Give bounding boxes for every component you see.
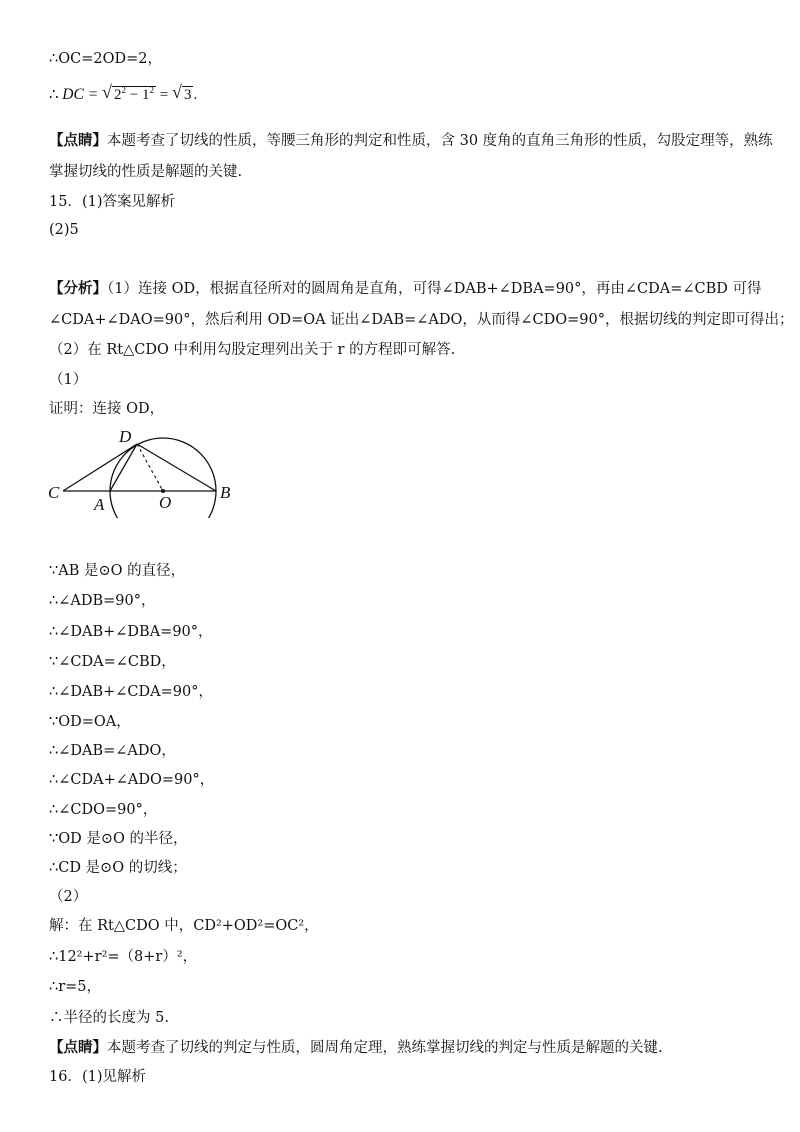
therefore-symbol: ∴ xyxy=(49,87,59,103)
comment-2 xyxy=(49,1038,760,1058)
step-3: ∴∠DAB+∠DBA=90°， xyxy=(49,624,213,640)
analysis-tag: 【分析】 xyxy=(49,280,107,297)
part2-label: （2） xyxy=(49,889,88,905)
step-10: ∵OD 是⊙O 的半径， xyxy=(49,831,188,847)
rad-term-2: 1 xyxy=(142,87,150,103)
dc-lhs: DC = xyxy=(62,86,103,103)
line-cd xyxy=(63,444,137,491)
sqrt-three: √ 3 xyxy=(171,82,192,103)
comment-tag: 【点睛】 xyxy=(49,132,107,149)
step-9: ∴∠CDO=90°， xyxy=(49,802,158,818)
q15-part2: (2)5 xyxy=(49,222,79,238)
step-4: ∵∠CDA=∠CBD， xyxy=(49,654,176,670)
comment-tag-2: 【点睛】 xyxy=(49,1039,107,1056)
sqrt-expression: √ $2^2 - 1^2$ xyxy=(102,82,155,103)
step-6: ∵OD=OA， xyxy=(49,714,131,730)
q16-heading: 16．(1)见解析 xyxy=(49,1069,146,1085)
geometry-figure xyxy=(40,428,250,518)
label-a: A xyxy=(94,495,105,514)
proof-intro: 证明：连接 OD， xyxy=(49,401,165,417)
solution-3: ∴r=5， xyxy=(49,979,102,995)
comment-1-cont: 掌握切线的性质是解题的关键. xyxy=(49,164,243,180)
label-d: D xyxy=(119,428,132,446)
analysis-2: ∠CDA+∠DAO=90°，然后利用 OD=OA 证出∠DAB=∠ADO，从而得∠CDO=90°，根据切线的判定即可得出； xyxy=(49,312,794,328)
step-11: ∴CD 是⊙O 的切线； xyxy=(49,860,187,876)
equals-sign: = xyxy=(156,87,172,103)
label-o: O xyxy=(159,493,172,512)
line-oc-equals: ∴OC=2OD=2， xyxy=(49,51,162,67)
step-8: ∴∠CDA+∠ADO=90°， xyxy=(49,772,215,788)
solution-2: ∴12²+r²=（8+r）²， xyxy=(49,949,198,965)
comment-text-2: 本题考查了切线的判定与性质，圆周角定理，熟练掌握切线的判定与性质是解题的关键. xyxy=(107,1040,663,1056)
step-7: ∴∠DAB=∠ADO， xyxy=(49,743,176,759)
label-c: C xyxy=(48,483,60,502)
comment-text: 本题考查了切线的性质，等腰三角形的判定和性质，含 30 度角的直角三角形的性质，勾股定理等，熟练 xyxy=(107,133,773,149)
q15-heading: 15．(1)答案见解析 xyxy=(49,194,175,210)
solution-1: 解：在 Rt△CDO 中，CD²+OD²=OC²， xyxy=(49,918,319,934)
period: . xyxy=(193,87,198,103)
label-b: B xyxy=(220,483,231,502)
line-da xyxy=(110,444,137,491)
rad-term-1: 2 xyxy=(114,87,122,103)
analysis-1 xyxy=(49,279,760,299)
part1-label: （1） xyxy=(49,372,88,388)
comment-1 xyxy=(49,131,773,151)
step-5: ∴∠DAB+∠CDA=90°， xyxy=(49,684,213,700)
solution-4: ∴半径的长度为 5. xyxy=(49,1010,169,1026)
step-1: ∵AB 是⊙O 的直径， xyxy=(49,563,186,579)
analysis-text: （1）连接 OD，根据直径所对的圆周角是直角，可得∠DAB+∠DBA=90°，再由∠CDA=∠CBD 可得 xyxy=(107,281,762,297)
analysis-3: （2）在 Rt△CDO 中利用勾股定理列出关于 r 的方程即可解答. xyxy=(49,342,456,358)
line-dc-formula xyxy=(49,82,760,105)
step-2: ∴∠ADB=90°， xyxy=(49,593,156,609)
line-db xyxy=(137,444,216,491)
